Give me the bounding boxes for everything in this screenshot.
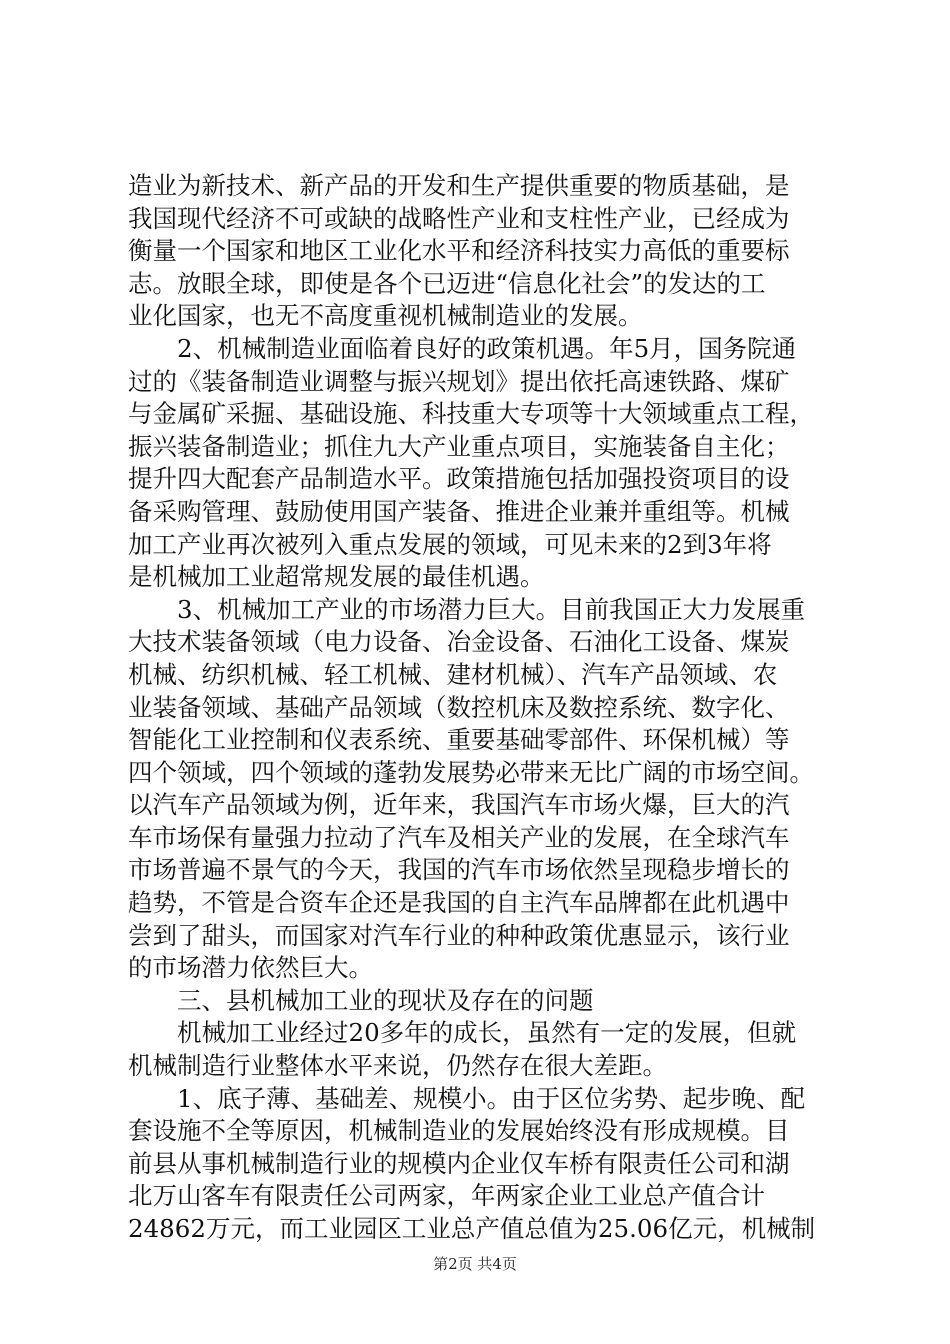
text-line: 前县从事机械制造行业的规模内企业仅车桥有限责任公司和湖 bbox=[128, 1148, 790, 1178]
text-line: 2、机械制造业面临着良好的政策机遇。年5月，国务院通 bbox=[177, 333, 797, 363]
text-line: 我国现代经济不可或缺的战略性产业和支柱性产业，已经成为 bbox=[128, 203, 790, 233]
page-footer: 第2页 共4页 bbox=[433, 1255, 517, 1273]
text-line: 套设施不全等原因，机械制造业的发展始终没有形成规模。目 bbox=[128, 1116, 790, 1146]
text-line: 与金属矿采掘、基础设施、科技重大专项等十大领域重点工程， bbox=[128, 399, 814, 429]
text-line: 造业为新技术、新产品的开发和生产提供重要的物质基础，是 bbox=[128, 171, 790, 200]
text-line: 过的《装备制造业调整与振兴规划》提出依托高速铁路、煤矿 bbox=[128, 366, 790, 396]
text-line: 以汽车产品领域为例，近年来，我国汽车市场火爆，巨大的汽 bbox=[128, 790, 790, 820]
text-line: 备采购管理、鼓励使用国产装备、推进企业兼并重组等。机械 bbox=[128, 496, 790, 526]
text-line: 的市场潜力依然巨大。 bbox=[128, 953, 373, 983]
text-line: 大技术装备领域（电力设备、冶金设备、石油化工设备、煤炭 bbox=[128, 627, 790, 657]
text-line: 24862万元，而工业园区工业总产值总值为25.06亿元，机械制 bbox=[128, 1214, 816, 1243]
text-line: 3、机械加工产业的市场潜力巨大。目前我国正大力发展重 bbox=[177, 594, 806, 624]
text-line: 1、底子薄、基础差、规模小。由于区位劣势、起步晚、配 bbox=[177, 1083, 806, 1113]
document-body bbox=[128, 170, 828, 1246]
text-line: 志。放眼全球，即使是各个已迈进“信息化社会”的发达的工 bbox=[128, 268, 766, 298]
text-line: 智能化工业控制和仪表系统、重要基础零部件、环保机械）等 bbox=[128, 725, 790, 755]
text-line: 业化国家，也无不高度重视机械制造业的发展。 bbox=[128, 301, 643, 331]
text-line: 趋势，不管是合资车企还是我国的自主汽车品牌都在此机遇中 bbox=[128, 888, 790, 918]
text-line: 加工产业再次被列入重点发展的领域，可见未来的2到3年将 bbox=[128, 529, 772, 559]
text-line: 四个领域，四个领域的蓬勃发展势必带来无比广阔的市场空间。 bbox=[128, 757, 814, 787]
text-line: 市场普遍不景气的今天，我国的汽车市场依然呈现稳步增长的 bbox=[128, 855, 790, 885]
text-line: 车市场保有量强力拉动了汽车及相关产业的发展，在全球汽车 bbox=[128, 822, 790, 852]
text-line: 机械、纺织机械、轻工机械、建材机械）、汽车产品领域、农 bbox=[128, 659, 778, 689]
text-line: 机械加工业经过20多年的成长，虽然有一定的发展，但就 bbox=[177, 1018, 797, 1048]
text-line: 提升四大配套产品制造水平。政策措施包括加强投资项目的设 bbox=[128, 464, 790, 494]
text-line: 振兴装备制造业；抓住九大产业重点项目，实施装备自主化； bbox=[128, 431, 790, 461]
text-line: 机械制造行业整体水平来说，仍然存在很大差距。 bbox=[128, 1051, 667, 1081]
text-line: 业装备领域、基础产品领域（数控机床及数控系统、数字化、 bbox=[128, 692, 790, 722]
text-line: 是机械加工业超常规发展的最佳机遇。 bbox=[128, 562, 545, 592]
text-line: 三、县机械加工业的现状及存在的问题 bbox=[177, 985, 594, 1015]
text-line: 北万山客车有限责任公司两家，年两家企业工业总产值合计 bbox=[128, 1181, 765, 1211]
text-line: 尝到了甜头，而国家对汽车行业的种种政策优惠显示，该行业 bbox=[128, 920, 790, 950]
text-line: 衡量一个国家和地区工业化水平和经济科技实力高低的重要标 bbox=[128, 236, 790, 266]
